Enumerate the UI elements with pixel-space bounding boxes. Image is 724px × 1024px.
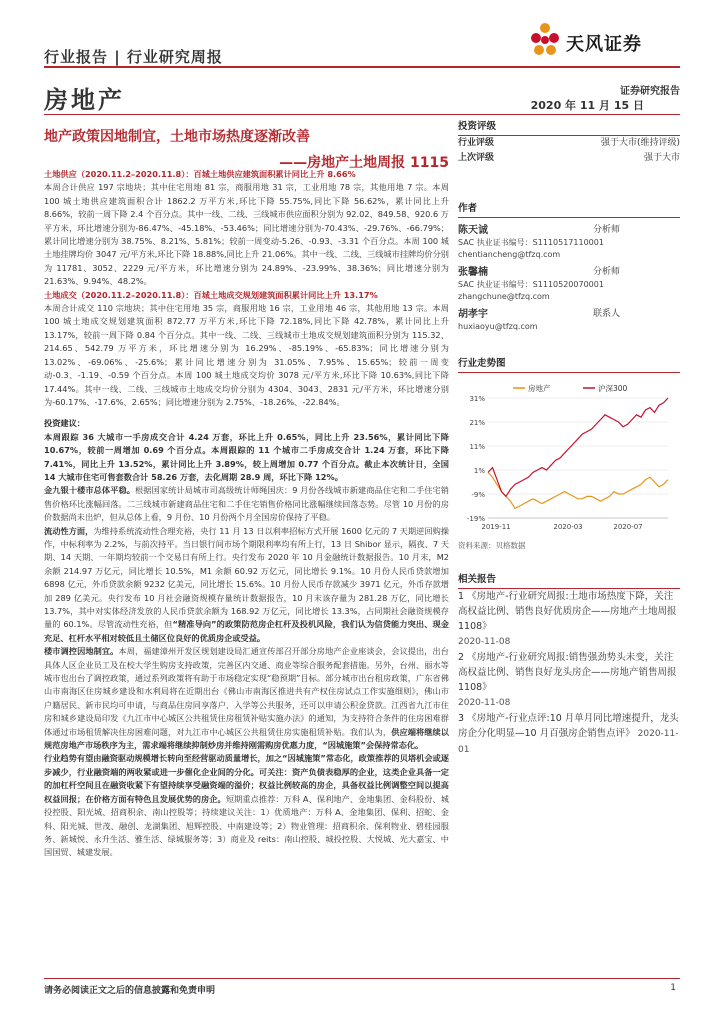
prev-rating-value: 强于大市 [643, 153, 680, 163]
invest-para-4-lead: 楼市调控因地制宜。 [44, 646, 119, 657]
logo-flower-icon [531, 23, 559, 55]
trend-chart [458, 378, 680, 538]
author-heading: 作者 [458, 196, 680, 218]
footer-rule [44, 978, 680, 979]
trend-chart-svg [458, 378, 680, 538]
sidebar [458, 114, 680, 758]
related-list [458, 589, 680, 758]
invest-para-4 [44, 645, 449, 752]
related-item[interactable] [458, 589, 680, 650]
rating-row-previous [458, 151, 680, 166]
chart-source: 资料来源：贝格数据 [458, 540, 526, 550]
related-item[interactable] [458, 650, 680, 711]
author-role: 分析师 [592, 225, 620, 235]
supply-heading: 土地供应（2020.11.2–2020.11.8）：百城土地供应建筑面积累计同比上升 8.66% [44, 169, 356, 179]
top-rule [44, 66, 680, 68]
report-date: 2020 年 11 月 15 日 [530, 99, 644, 112]
invest-para-1: 本周跟踪 36 大城市一手房成交合计 4.24 万套，环比上升 0.65%，同比上升 23.56%，累计同比下降 10.67%，较前一周增加 0.69 个百分点。本周跟踪的 11 个城市二手房成交合计 1.24 万套，环比下降 7.41%，同比上升 13.52%，累计同比上升 3.89%，较上周增加 0.77 个百分点。截止本次统计日，全国 14 大城市住宅可售套数合计 58.26 万套，去化周期 28.9 周，环比下降 12%。 [44, 431, 449, 482]
report-type: 证券研究报告 [620, 86, 680, 97]
invest-heading: 投资建议： [44, 418, 85, 429]
title-line2: ——房地产土地周报 1115 [279, 155, 449, 171]
author-role: 分析师 [592, 267, 620, 277]
y-tick-label: 11% [469, 442, 485, 451]
x-tick-label: 2020-03 [553, 522, 583, 531]
invest-para-3-lead: 流动性方面， [44, 525, 94, 536]
related-title[interactable]: 3 《房地产-行业点评:10 月单月同比增速提升，龙头房企分化明显—10 月百强房企销售点评》 [458, 712, 679, 739]
rating-heading: 投资评级 [458, 114, 680, 136]
rating-row-current [458, 136, 680, 151]
x-tick-label: 2020-07 [613, 522, 643, 531]
rating-value: 强于大市(维持评级) [600, 138, 680, 148]
supply-paragraph: 本周合计供应 197 宗地块；其中住宅用地 81 宗，商服用地 31 宗，工业用地 78 宗，其他用地 7 宗。本周 100 城土地供应建筑面积合计 1862.2 万平方米,环比下降 55.75%,同比下降 56.62%，累计同比上升 8.66%，较前一周下降 2.4 个百分点。其中一线、二线、三线城市供应面积分别为 92.02、849.58、920.6 万平方米，环比增速分别为-86.47%、-45.18%、-53.46%；同比增速分别为-70.43%、-29.76%、-66.79%；累计同比增速分别为 38.75%、8.21%、5.81%；较前一周变动-5.26、-0.93、-3.31 个百分点。本周 100 城土地挂牌均价 3047 元/平方米,环比下降 18.88%,同比上升 21.06%。其中一线、二线、三线城市挂牌均价分别为 11781、3052、2229 元/平方米，环比增速分别为 24.89%、-23.99%、38.36%；同比增速分别为 21.63%、9.94%、48.2%。 [44, 182, 449, 287]
report-category: 行业报告 | 行业研究周报 [44, 48, 223, 66]
author-email[interactable]: chentiancheng@tfzq.com [458, 249, 561, 259]
invest-para-2-lead: 金九银十楼市总体平稳。 [44, 485, 136, 496]
x-tick-label: 2019-11 [481, 522, 511, 531]
body-column [44, 168, 449, 860]
rating-label: 行业评级 [458, 138, 495, 148]
invest-para-3-text: 为维持系统流动性合理充裕，央行 11 月 13 日以利率招标方式开展 1600 亿元的 7 天期逆回购操作，中标利率为 2.2%，与前次持平。当日银行间市场个期限利率均有所上行，13 日 Shibor 显示，隔夜、7 天期、14 天期、一年期均较前一个交易日有所上行。央行发布 2020 年 10 月金融统计数据报告。10 月末，M2 余额 214.97 万亿元，同比增长 10.5%，M1 余额 60.92 万亿元，同比增长 9.1%。10 月份人民币贷款增加 6898 亿元，外币贷款余额 9232 亿美元，同比增长 15.6%。10 月份人民币存款减少 3971 亿元，外币存款增加 289 亿美元。央行发布 10 月社会融资规模存量统计数据报告，10 月末该存量为 281.28 万亿，同比增长 13.7%，其中对实体经济发放的人民币贷款余额为 168.92 万亿元，同比增长 13.3%，占同期社会融资规模存量的 60.1%。尽管流动性充裕，但 [44, 525, 449, 630]
author-3 [458, 308, 680, 333]
author-1 [458, 224, 680, 260]
related-heading: 相关报告 [458, 567, 680, 589]
trend-heading: 行业走势图 [458, 351, 680, 373]
author-role: 联系人 [592, 309, 620, 319]
related-date: 2020-11-01 [458, 728, 679, 755]
page-title: 房地产 [44, 86, 125, 114]
prev-rating-label: 上次评级 [458, 153, 495, 163]
author-name: 张馨楠 [458, 267, 488, 278]
author-email[interactable]: huxiaoyu@tfzq.com [458, 322, 538, 331]
author-name: 胡孝宇 [458, 309, 488, 320]
page-number: 1 [670, 983, 676, 993]
legend-label: 沪深300 [598, 383, 628, 393]
invest-para-5 [44, 752, 449, 859]
y-tick-label: -9% [471, 490, 485, 499]
y-tick-label: 1% [473, 466, 485, 475]
deal-paragraph: 本周合计成交 110 宗地块；其中住宅用地 35 宗，商服用地 16 宗，工业用地 46 宗，其他用地 13 宗。本周 100 城土地成交规划建筑面积 872.77 万平方米,环比下降 72.18%,同比下降 42.78%，累计同比上升 13.17%，较前一周下降 0.84 个百分点。其中一线、二线、三线城市土地成交规划建筑面积分别为 115.32、214.65、542.79 万平方米，环比增速分别为 16.29%、-85.19%、-65.83%；同比增速分别为 13.02%、-69.06%、-25.6%；累计同比增速分别为 31.05%、7.95%、15.65%；较前一周变动-0.3、-1.19、-0.59 个百分点。本周 100 城土地成交均价 3078 元/平方米,环比下降 10.63%,同比下降 17.44%。其中一线、二线、三线城市土地成交均价分别为 4304、3043、2831 元/平方米，环比增速分别为-60.17%、-17.6%、2.65%；同比增速分别为 2.75%、-18.26%、-22.84%。 [44, 303, 449, 407]
y-tick-label: 21% [469, 418, 485, 427]
invest-para-3 [44, 525, 449, 646]
series-line-real-estate [488, 472, 668, 508]
invest-para-5-text: 短期重点推荐：万科 A、保利地产、金地集团、金科股份、城投控股、阳光城、招商积余、南山控股等；持续建议关注：1）优质地产：万科 A、金地集团、保利、招蛇、金科、阳光城、世茂、融创、龙湖集团、旭辉控股、中南建设等；2）物业管理：招商积余、保利物业、碧桂园服务、新城悦、永升生活、雅生活、绿城服务等；3）商业及 reits：南山控股、城投控股、大悦城、光大嘉宝、中国国贸、城建发展。 [44, 793, 449, 858]
author-cert: SAC 执业证书编号：S1110517110001 [458, 238, 604, 247]
related-date: 2020-11-08 [458, 636, 511, 647]
invest-para-3-emph: “精准导向”的政策防范房企杠杆及投机风险，我们认为信贷能力突出、现金充足、杠杆水平相对较低且土储区位良好的优质房企或受益。 [44, 619, 449, 643]
related-title[interactable]: 1 《房地产-行业研究周报:土地市场热度下降，关注高权益比例、销售良好优质房企——房地产土地周报 1108》 [458, 590, 677, 632]
author-name: 陈天诚 [458, 225, 488, 236]
invest-para-4-text: 本周，福建漳州开发区规划建设局汇通宣传部召开部分房地产企业座谈会，会议提出，出台具体人区企业员工及在校大学生购房支持政策，完善区内交通、商业等综合服务配套措施。另外，台州、丽水等城市也出台了调控政策，通过系列政策将有助于市场稳定实现“稳预期”目标。部分城市出台租房政策，广东省佛山市南海区住房城乡建设和水利局将在近期出台《佛山市南海区推进共有产权住房试点工作实施细则》，佛山市户籍居民、新市民均可申请，与商品住房同享落户、入学等公共服务，还可以申请公积金贷款。江西省九江市住房和城乡建设局印发《九江市中心城区公共租赁住房租赁补贴实施办法》的通知，为支持符合条件的住房困难群体通过市场租赁解决住房困难问题，对九江市中心城区公共租赁住房实施租赁补贴。我们认为， [44, 646, 449, 737]
brand-name: 天风证券 [566, 34, 642, 55]
y-tick-label: 31% [469, 394, 485, 403]
author-cert: SAC 执业证书编号：S1110520070001 [458, 280, 604, 289]
invest-para-2-text: 根据国家统计局城市司高级统计师绳国庆：9 月份各线城市新建商品住宅和二手住宅销售价格环比涨幅回落。二三线城市新建商品住宅和二手住宅销售价格同比涨幅继续回落态势。尽管 10 月份的房价数据尚未出炉，但从总体上看，9 月份、10 月份两个月全国房价保持了平稳。 [44, 485, 449, 523]
invest-para-2 [44, 484, 449, 524]
related-title[interactable]: 2 《房地产-行业研究周报:销售强劲势头未变，关注高权益比例、销售良好龙头房企——房地产销售周报 1108》 [458, 651, 677, 693]
invest-para-5-lead: 行业趋势有望由融资驱动规模增长转向至经营驱动质量增长，加之“因城施策”常态化，政策推荐的贝塔机会或逐步减少，行业融资端的两收紧或进一步催化企业间的分化。可关注：资产负债表稳厚的企业，这类企业具备一定的加杠杆空间且在融资收紧下有望持续享受融资端的溢价；权益比例较高的房企，具备权益比例调整空间以提高权益回报；在价格方面有特色且发展优势的房企。 [44, 753, 449, 804]
author-2 [458, 266, 680, 302]
series-line-csi300 [488, 398, 668, 496]
related-date: 2020-11-08 [458, 697, 511, 708]
y-tick-label: -19% [466, 514, 485, 523]
related-item[interactable] [458, 711, 680, 758]
deal-heading: 土地成交（2020.11.2–2020.11.8）：百城土地成交规划建筑面积累计同比上升 13.17% [44, 289, 378, 300]
legend-label: 房地产 [528, 383, 551, 393]
title-line1: 地产政策因地制宜，土地市场热度逐渐改善 [44, 129, 310, 145]
invest-para-4-emph: 供应端将继续以规范房地产市场秩序为主，需求端将继续抑制炒房并维持刚需购房优惠力度，“因城施策”会保持常态化。 [44, 726, 449, 751]
author-email[interactable]: zhangchune@tfzq.com [458, 291, 550, 301]
footer-disclaimer: 请务必阅读正文之后的信息披露和免责申明 [44, 986, 216, 996]
